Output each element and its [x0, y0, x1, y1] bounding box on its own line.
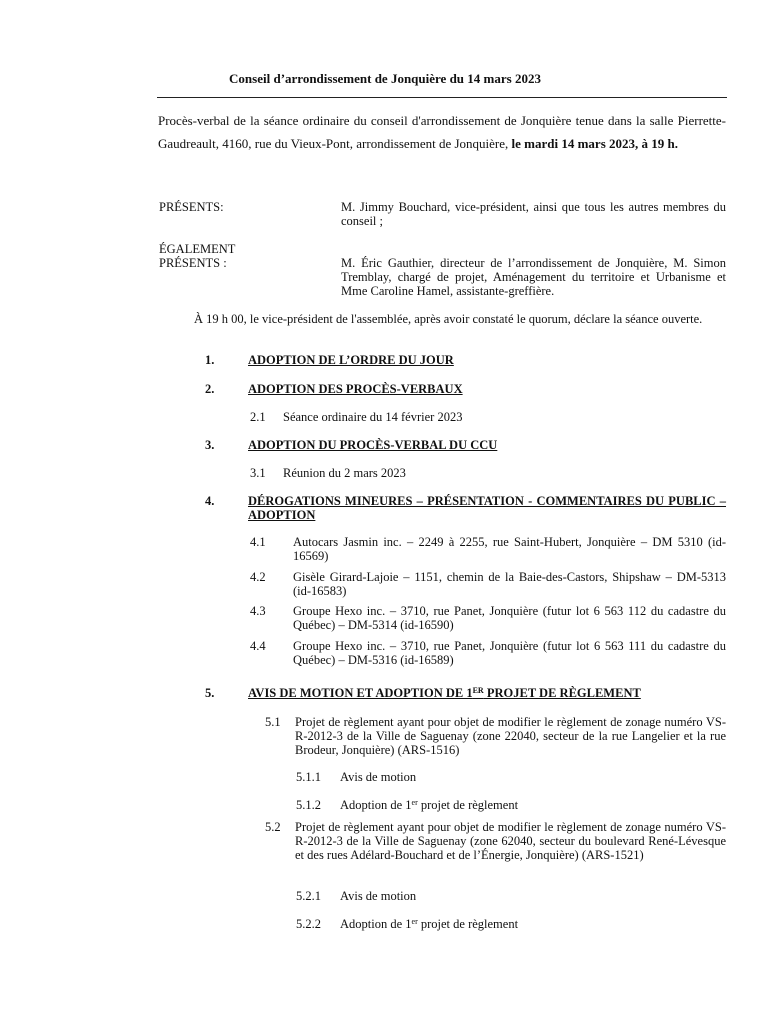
section-4-4-number: 4.4 — [250, 639, 266, 653]
section-5-1-2-part-1: Adoption de 1 — [340, 798, 412, 812]
also-present-text: M. Éric Gauthier, directeur de l’arrondissement de Jonquière, M. Simon Tremblay, chargé de projet, Aménagement du territoire et Urbanisme et Mme Caroline Hamel, assistante-greffière. — [341, 256, 726, 298]
section-5-number: 5. — [205, 686, 215, 700]
section-5-2-2-superscript: er — [411, 917, 418, 926]
presents-text: M. Jimmy Bouchard, vice-président, ainsi que tous les autres membres du conseil ; — [341, 200, 726, 228]
section-5-2-1-text: Avis de motion — [340, 889, 417, 903]
section-2-title: ADOPTION DES PROCÈS-VERBAUX — [248, 382, 463, 396]
section-5-2-text: Projet de règlement ayant pour objet de modifier le règlement de zonage numéro VS-R-2012-3 de la Ville de Saguenay (zone 62040, secteur du boulevard René-Lévesque et des rues Adélard-Bouchard et de l’Énergie, Jonquière) (ARS-1521) — [295, 820, 726, 862]
title-divider — [157, 97, 727, 98]
section-5-2-1-number: 5.2.1 — [296, 889, 321, 903]
section-2-number: 2. — [205, 382, 215, 396]
section-3-1-text: Réunion du 2 mars 2023 — [283, 466, 406, 480]
opening-paragraph: À 19 h 00, le vice-président de l'assemblée, après avoir constaté le quorum, déclare la séance ouverte. — [194, 312, 703, 326]
section-4-title: DÉROGATIONS MINEURES – PRÉSENTATION - COMMENTAIRES DU PUBLIC – ADOPTION — [248, 494, 726, 522]
intro-paragraph — [158, 109, 726, 155]
section-5-1-2-part-2: projet de règlement — [417, 798, 519, 812]
section-5-title-part-2: PROJET DE RÈGLEMENT — [483, 686, 641, 700]
section-4-4-text: Groupe Hexo inc. – 3710, rue Panet, Jonquière (futur lot 6 563 111 du cadastre du Québec) – DM-5316 (id-16589) — [293, 639, 726, 667]
section-1-title: ADOPTION DE L’ORDRE DU JOUR — [248, 353, 454, 367]
section-5-2-2-part-2: projet de règlement — [417, 917, 519, 931]
intro-date: le mardi 14 mars 2023, à 19 h. — [511, 136, 678, 151]
section-4-2-number: 4.2 — [250, 570, 266, 584]
section-5-1-number: 5.1 — [265, 715, 281, 729]
presents-label: PRÉSENTS: — [159, 200, 224, 214]
section-1-number: 1. — [205, 353, 215, 367]
section-5-title-superscript: ER — [472, 686, 484, 695]
section-4-3-text: Groupe Hexo inc. – 3710, rue Panet, Jonquière (futur lot 6 563 112 du cadastre du Québec) – DM-5314 (id-16590) — [293, 604, 726, 632]
section-5-2-number: 5.2 — [265, 820, 281, 834]
section-4-2-text: Gisèle Girard-Lajoie – 1151, chemin de la Baie-des-Castors, Shipshaw – DM-5313 (id-16583) — [293, 570, 726, 598]
section-3-title: ADOPTION DU PROCÈS-VERBAL DU CCU — [248, 438, 498, 452]
section-5-2-2-text — [340, 917, 518, 931]
also-present-label-2: PRÉSENTS : — [159, 256, 227, 270]
section-3-1-number: 3.1 — [250, 466, 266, 480]
section-2-1-text: Séance ordinaire du 14 février 2023 — [283, 410, 463, 424]
section-5-1-text: Projet de règlement ayant pour objet de modifier le règlement de zonage numéro VS-R-2012-3 de la Ville de Saguenay (zone 22040, secteur de la rue Langelier et la rue Brodeur, Jonquière) (ARS-1516) — [295, 715, 726, 757]
section-5-1-2-superscript: er — [411, 798, 418, 807]
section-4-1-number: 4.1 — [250, 535, 266, 549]
section-4-number: 4. — [205, 494, 215, 508]
section-4-1-text: Autocars Jasmin inc. – 2249 à 2255, rue Saint-Hubert, Jonquière – DM 5310 (id-16569) — [293, 535, 726, 563]
section-5-title-part-1: AVIS DE MOTION ET ADOPTION DE 1 — [248, 686, 473, 700]
section-5-1-1-number: 5.1.1 — [296, 770, 321, 784]
section-5-title — [248, 686, 641, 701]
page-title: Conseil d’arrondissement de Jonquière du 14 mars 2023 — [229, 71, 541, 86]
section-5-1-2-text — [340, 798, 518, 812]
section-5-1-2-number: 5.1.2 — [296, 798, 321, 812]
section-3-number: 3. — [205, 438, 215, 452]
section-5-1-1-text: Avis de motion — [340, 770, 417, 784]
intro-text: Procès-verbal de la séance ordinaire du conseil d'arrondissement de Jonquière tenue dans la salle Pierrette-Gaudreault, 4160, rue du Vieux-Pont, arrondissement de Jonquière, — [158, 113, 726, 151]
section-2-1-number: 2.1 — [250, 410, 266, 424]
section-5-2-2-part-1: Adoption de 1 — [340, 917, 412, 931]
also-present-label-1: ÉGALEMENT — [159, 242, 236, 256]
section-4-3-number: 4.3 — [250, 604, 266, 618]
section-5-2-2-number: 5.2.2 — [296, 917, 321, 931]
